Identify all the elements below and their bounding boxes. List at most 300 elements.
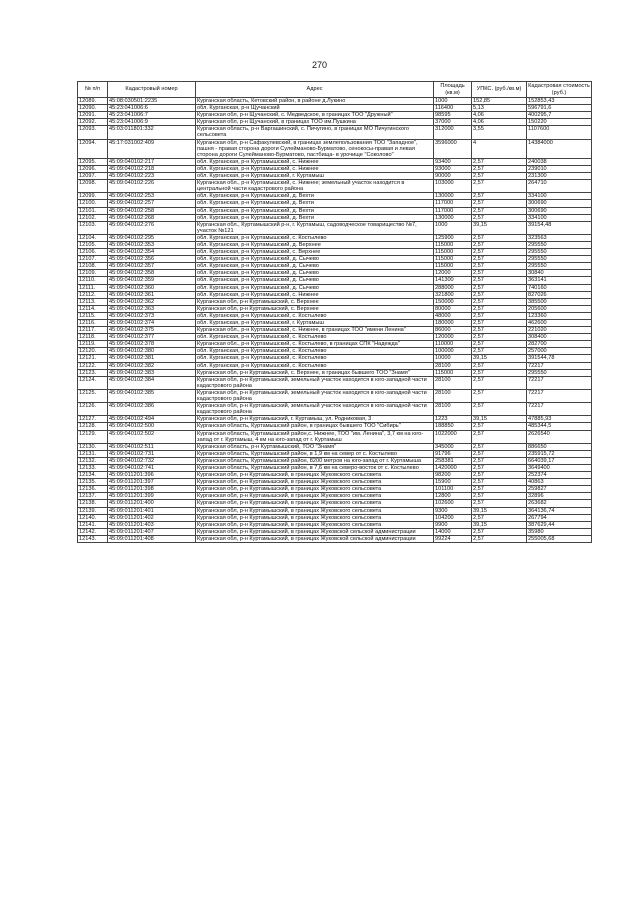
cell-cadastral-value: 387629,44: [527, 521, 592, 528]
cell-area: 115000: [434, 369, 472, 376]
cell-area: 1000: [434, 221, 472, 234]
cell-address: Курганская обл, р-н Куртамышский, земельный участок находится в юго-западной части кадастрового района: [196, 389, 434, 402]
cell-upks: 2,57: [472, 423, 527, 430]
cell-area: 99224: [434, 535, 472, 542]
table-row: [78, 173, 592, 180]
cell-cadastral-value: 1107600: [527, 126, 592, 139]
table-row: [78, 507, 592, 514]
cell-cadastral-number: 45:09:040102:361: [108, 291, 196, 298]
cell-cadastral-value: 252374: [527, 472, 592, 479]
cell-cadastral-number: 45:23:041006:9: [108, 119, 196, 126]
cell-row-number: 12120.: [78, 348, 108, 355]
cell-cadastral-number: 45:09:040102:381: [108, 355, 196, 362]
table-row: [78, 249, 592, 256]
cell-cadastral-number: 45:09:040102:374: [108, 320, 196, 327]
cell-upks: 2,57: [472, 249, 527, 256]
table-row: [78, 270, 592, 277]
cell-area: 37000: [434, 119, 472, 126]
cell-cadastral-value: 323563: [527, 234, 592, 241]
cell-cadastral-value: 72217: [527, 403, 592, 416]
cell-row-number: 12106.: [78, 249, 108, 256]
cell-cadastral-number: 45:23:041006:6: [108, 105, 196, 112]
cell-upks: 2,57: [472, 500, 527, 507]
cell-row-number: 12131.: [78, 450, 108, 457]
table-row: [78, 348, 592, 355]
header-row-number: № п/п: [78, 82, 108, 98]
table-row: [78, 457, 592, 464]
cell-area: 14000: [434, 528, 472, 535]
cell-area: 125900: [434, 234, 472, 241]
cell-cadastral-number: 45:09:011201:400: [108, 500, 196, 507]
cell-row-number: 12142.: [78, 528, 108, 535]
cell-row-number: 12117.: [78, 327, 108, 334]
cell-address: Курганская обл, р-н Куртамышский, в границах Жуковского сельсовета: [196, 486, 434, 493]
cell-address: Курганская обл, р-н Куртамышский, с. Верхнее, в границах бывшего ТОО "Знамя": [196, 369, 434, 376]
cell-address: Курганская обл, р-н Щучанский, в границах ТОО им.Пушкина: [196, 119, 434, 126]
cell-cadastral-number: 45:09:040102:257: [108, 200, 196, 207]
cell-cadastral-value: 47885,93: [527, 416, 592, 423]
cell-upks: 2,57: [472, 305, 527, 312]
cell-cadastral-number: 45:09:040102:358: [108, 270, 196, 277]
cell-address: обл. Курганская, р-н Куртамышский, с. Верхнее: [196, 249, 434, 256]
table-row: [78, 320, 592, 327]
cell-row-number: 12143.: [78, 535, 108, 542]
cell-upks: 39,15: [472, 416, 527, 423]
cell-row-number: 12095.: [78, 158, 108, 165]
cell-cadastral-number: 45:09:011201:396: [108, 472, 196, 479]
cell-cadastral-value: 255005,68: [527, 535, 592, 542]
cell-area: 115000: [434, 241, 472, 248]
cell-address: обл. Курганская, р-н Куртамышский, с. Костылево: [196, 234, 434, 241]
cell-row-number: 12091.: [78, 112, 108, 119]
cell-address: обл. Курганская, р-н Куртамышский, д. Сычево: [196, 256, 434, 263]
cell-row-number: 12130.: [78, 443, 108, 450]
cell-area: 1022000: [434, 430, 472, 443]
cell-cadastral-value: 123360: [527, 312, 592, 319]
cell-area: 115000: [434, 256, 472, 263]
cell-address: Курганская область, р-н Варгашинский, с. Пичугино, в границах МО Пичугинского сельсовета: [196, 126, 434, 139]
cell-area: 180000: [434, 320, 472, 327]
cell-address: обл. Курганская, р-н Куртамышский, д. Сычево: [196, 263, 434, 270]
cell-upks: 39,15: [472, 221, 527, 234]
cell-row-number: 12109.: [78, 270, 108, 277]
cell-row-number: 12089.: [78, 98, 108, 105]
cell-cadastral-value: 400295,7: [527, 112, 592, 119]
cell-cadastral-number: 45:09:040102:741: [108, 464, 196, 471]
cell-cadastral-number: 45:09:040102:359: [108, 277, 196, 284]
cell-address: Курганская обл., р-н Куртамышский, с. Нижнее, в границах ТОО "имени Ленина": [196, 327, 434, 334]
cell-row-number: 12134.: [78, 472, 108, 479]
cell-upks: 4: [472, 139, 527, 158]
cell-cadastral-value: 300690: [527, 200, 592, 207]
cell-cadastral-number: 45:09:011201:398: [108, 486, 196, 493]
cell-cadastral-value: 72217: [527, 362, 592, 369]
table-row: [78, 464, 592, 471]
table-row: [78, 355, 592, 362]
cell-address: Курганская область, Куртамышский район, в 7,6 км на северо-восток от с. Костылево: [196, 464, 434, 471]
cell-cadastral-value: 334100: [527, 193, 592, 200]
cell-address: Курганская обл, р-н Куртамышский, с. Верхнее: [196, 298, 434, 305]
cell-cadastral-value: 596791,6: [527, 105, 592, 112]
cell-address: Курганская область, Куртамышский район, в границах бывшего ТОО "Сибирь": [196, 423, 434, 430]
cell-row-number: 12100.: [78, 200, 108, 207]
table-row: [78, 126, 592, 139]
cell-row-number: 12137.: [78, 493, 108, 500]
cell-row-number: 12135.: [78, 479, 108, 486]
cell-row-number: 12128.: [78, 423, 108, 430]
cell-upks: 2,57: [472, 334, 527, 341]
cell-address: обл. Курганская, р-н Куртамышский, с. Костылево: [196, 334, 434, 341]
cell-row-number: 12126.: [78, 403, 108, 416]
cell-row-number: 12133.: [78, 464, 108, 471]
cell-cadastral-number: 45:09:040102:258: [108, 207, 196, 214]
cell-area: 115000: [434, 263, 472, 270]
cell-row-number: 12108.: [78, 263, 108, 270]
cell-cadastral-number: 45:09:011201:397: [108, 479, 196, 486]
cell-upks: 39,15: [472, 355, 527, 362]
cell-area: 15900: [434, 479, 472, 486]
table-row: [78, 443, 592, 450]
cell-upks: 2,57: [472, 362, 527, 369]
cell-upks: 2,57: [472, 389, 527, 402]
cell-cadastral-value: 2626540: [527, 430, 592, 443]
cell-cadastral-value: 264710: [527, 180, 592, 193]
cell-upks: 2,57: [472, 207, 527, 214]
cell-upks: 2,57: [472, 450, 527, 457]
cell-row-number: 12118.: [78, 334, 108, 341]
cell-cadastral-number: 45:09:040102:276: [108, 221, 196, 234]
table-row: [78, 193, 592, 200]
cell-address: обл. Курганская, р-н Щучанский: [196, 105, 434, 112]
cell-cadastral-number: 45:08:030501:2235: [108, 98, 196, 105]
table-row: [78, 305, 592, 312]
cell-row-number: 12103.: [78, 221, 108, 234]
table-row: [78, 98, 592, 105]
cell-address: обл. Курганская, р-н Куртамышский, с. Костылево: [196, 312, 434, 319]
cell-address: обл. Курганская, р-н Куртамышский, д. Сычево: [196, 277, 434, 284]
cell-cadastral-value: 295550: [527, 263, 592, 270]
cell-address: Курганская обл, р-н Куртамышский, в границах Жуковской сельской администрации: [196, 535, 434, 542]
cell-address: обл. Курганская, р-н Куртамышский, д. Верхнее: [196, 241, 434, 248]
table-row: [78, 312, 592, 319]
table-row: [78, 450, 592, 457]
cell-row-number: 12099.: [78, 193, 108, 200]
cell-area: 102600: [434, 500, 472, 507]
cell-row-number: 12114.: [78, 305, 108, 312]
cell-upks: 2,57: [472, 514, 527, 521]
cell-cadastral-value: 334100: [527, 214, 592, 221]
cell-cadastral-number: 45:09:040102:386: [108, 403, 196, 416]
cell-area: 3596000: [434, 139, 472, 158]
header-address: Адрес: [196, 82, 434, 98]
cell-address: обл. Курганская, р-н Куртамышский, г. Куртамыш: [196, 173, 434, 180]
cell-area: 288000: [434, 284, 472, 291]
table-row: [78, 291, 592, 298]
cell-upks: 2,57: [472, 270, 527, 277]
table-row: [78, 200, 592, 207]
cell-address: Курганская обл, р-н Куртамышский, в границах Жуковского сельсовета: [196, 493, 434, 500]
cell-cadastral-number: 45:09:040102:295: [108, 234, 196, 241]
cell-cadastral-number: 45:09:040102:363: [108, 305, 196, 312]
table-row: [78, 521, 592, 528]
cell-address: обл. Курганская, р-н Куртамышский, д. Сычево: [196, 270, 434, 277]
cell-address: обл. Курганская, р-н Куртамышский, д. Вехти: [196, 214, 434, 221]
cell-row-number: 12123.: [78, 369, 108, 376]
cell-cadastral-value: 72217: [527, 389, 592, 402]
cell-row-number: 12136.: [78, 486, 108, 493]
table-row: [78, 389, 592, 402]
cell-row-number: 12129.: [78, 430, 108, 443]
page-number: 270: [311, 60, 328, 70]
cell-upks: 2,57: [472, 443, 527, 450]
table-row: [78, 119, 592, 126]
cell-upks: 5,13: [472, 105, 527, 112]
cadastral-value-table: [77, 81, 592, 543]
cell-upks: 4,06: [472, 119, 527, 126]
cell-cadastral-number: 45:09:040102:217: [108, 158, 196, 165]
cell-upks: 2,57: [472, 180, 527, 193]
cell-upks: 2,57: [472, 320, 527, 327]
cell-cadastral-value: 308400: [527, 334, 592, 341]
cell-row-number: 12112.: [78, 291, 108, 298]
cell-cadastral-number: 45:17:031002:409: [108, 139, 196, 158]
cell-cadastral-value: 827026: [527, 291, 592, 298]
table-row: [78, 403, 592, 416]
cell-area: 117000: [434, 207, 472, 214]
cell-address: Курганская обл, р-н Куртамышский, г. Куртамыш, ул. Родниковая, 3: [196, 416, 434, 423]
cell-cadastral-number: 45:09:040102:731: [108, 450, 196, 457]
table-row: [78, 493, 592, 500]
cell-upks: 2,57: [472, 341, 527, 348]
cell-row-number: 12101.: [78, 207, 108, 214]
table-row: [78, 514, 592, 521]
cell-address: Курганская обл, р-н Куртамышский, земельный участок находится в юго-западной части кадастрового района: [196, 376, 434, 389]
cell-address: Курганская обл., р-н Куртамышский, с. Нижнее; земельный участок находится в центральной части кадастрового района: [196, 180, 434, 193]
table-row: [78, 277, 592, 284]
cell-cadastral-number: 45:03:011801:332: [108, 126, 196, 139]
cell-area: 150000: [434, 298, 472, 305]
cell-address: Курганская обл, р-н Куртамышский, в границах Жуковского сельсовета: [196, 479, 434, 486]
cell-upks: 4,06: [472, 112, 527, 119]
cell-address: обл. Курганская, р-н Куртамышский, г. Куртамыш: [196, 320, 434, 327]
cell-area: 28100: [434, 376, 472, 389]
cell-row-number: 12105.: [78, 241, 108, 248]
cell-row-number: 12090.: [78, 105, 108, 112]
table-row: [78, 180, 592, 193]
cell-cadastral-value: 664039,17: [527, 457, 592, 464]
cell-cadastral-value: 40863: [527, 479, 592, 486]
table-row: [78, 165, 592, 172]
cell-address: обл. Курганская, р-н Куртамышский, с. Костылево: [196, 355, 434, 362]
cell-address: Курганская обл, р-н Куртамышский, в границах Жуковского сельсовета: [196, 472, 434, 479]
cell-address: обл. Курганская, р-н Куртамышский, с. Нижнее: [196, 158, 434, 165]
cell-upks: 2,57: [472, 472, 527, 479]
cell-upks: 2,57: [472, 241, 527, 248]
cell-upks: 2,57: [472, 403, 527, 416]
cell-cadastral-number: 45:09:040102:382: [108, 362, 196, 369]
cell-upks: 2,57: [472, 284, 527, 291]
cell-area: 130000: [434, 214, 472, 221]
cell-area: 103000: [434, 180, 472, 193]
cell-cadastral-value: 385500: [527, 298, 592, 305]
table-row: [78, 472, 592, 479]
cell-row-number: 12097.: [78, 173, 108, 180]
cell-row-number: 12102.: [78, 214, 108, 221]
cell-area: 93400: [434, 158, 472, 165]
cell-address: Курганская обл, р-н Куртамышский, в границах Жуковской сельской администрации: [196, 528, 434, 535]
table-row: [78, 369, 592, 376]
cell-cadastral-value: 35980: [527, 528, 592, 535]
cell-cadastral-value: 231300: [527, 173, 592, 180]
cell-row-number: 12121.: [78, 355, 108, 362]
cell-cadastral-value: 221020: [527, 327, 592, 334]
table-row: [78, 207, 592, 214]
header-cadastral-number: Кадастровый номер: [108, 82, 196, 98]
cell-row-number: 12093.: [78, 126, 108, 139]
cell-cadastral-number: 45:09:040102:253: [108, 193, 196, 200]
cell-cadastral-number: 45:09:040102:383: [108, 369, 196, 376]
cell-row-number: 12122.: [78, 362, 108, 369]
cell-area: 130000: [434, 193, 472, 200]
cell-cadastral-number: 45:09:040102:356: [108, 256, 196, 263]
cell-upks: 2,57: [472, 369, 527, 376]
cell-cadastral-value: 295550: [527, 249, 592, 256]
cell-upks: 2,57: [472, 348, 527, 355]
cell-cadastral-number: 45:09:040102:384: [108, 376, 196, 389]
table-row: [78, 263, 592, 270]
cell-row-number: 12125.: [78, 389, 108, 402]
cell-area: 345000: [434, 443, 472, 450]
cell-cadastral-value: 14384000: [527, 139, 592, 158]
table-row: [78, 298, 592, 305]
cell-area: 188850: [434, 423, 472, 430]
cell-address: Курганская обл., Куртамышский р-н, г. Куртамыш, садоводческое товарищество №7, участок №121: [196, 221, 434, 234]
cell-address: Курганская обл, р-н Куртамышский, земельный участок находится в юго-западной части кадастрового района: [196, 403, 434, 416]
cell-upks: 2,57: [472, 493, 527, 500]
cell-row-number: 12104.: [78, 234, 108, 241]
cell-area: 258381: [434, 457, 472, 464]
cell-area: 9300: [434, 507, 472, 514]
cell-cadastral-value: 886650: [527, 443, 592, 450]
cell-cadastral-value: 364136,74: [527, 507, 592, 514]
cell-row-number: 12139.: [78, 507, 108, 514]
cell-upks: 2,57: [472, 298, 527, 305]
cell-cadastral-number: 45:09:040102:494: [108, 416, 196, 423]
cell-address: обл. Курганская, р-н Куртамышский, с. Костылево: [196, 362, 434, 369]
cell-upks: 2,57: [472, 193, 527, 200]
cell-cadastral-value: 295550: [527, 241, 592, 248]
cell-area: 321800: [434, 291, 472, 298]
cell-cadastral-value: 740160: [527, 284, 592, 291]
cell-address: обл. Курганская, р-н Куртамышский, с. Нижнее: [196, 291, 434, 298]
cell-cadastral-number: 45:09:040102:354: [108, 249, 196, 256]
cell-address: Курганская область, Куртамышский район,с. Нижнее, ТОО "им. Ленина", 3,7 км на юго-запад от г. Куртамыш, 4 км на юго-запад от г. Куртамыш: [196, 430, 434, 443]
cell-cadastral-number: 45:09:011201:401: [108, 507, 196, 514]
cell-area: 120000: [434, 334, 472, 341]
table-row: [78, 423, 592, 430]
cell-cadastral-value: 152853,43: [527, 98, 592, 105]
cell-cadastral-number: 45:09:011201:402: [108, 514, 196, 521]
cell-cadastral-number: 45:09:040102:511: [108, 443, 196, 450]
header-cadastral-value: Кадастровая стоимость (руб.): [528, 83, 590, 96]
cell-row-number: 12116.: [78, 320, 108, 327]
cell-area: 1000: [434, 98, 472, 105]
table-row: [78, 376, 592, 389]
table-row: [78, 214, 592, 221]
cell-address: Курганская обл, р-н Щучанский, с. Медведское, в границах ТОО "Дружный": [196, 112, 434, 119]
cell-area: 12800: [434, 493, 472, 500]
table-row: [78, 256, 592, 263]
cell-cadastral-value: 391544,78: [527, 355, 592, 362]
cell-address: обл. Курганская, р-н Куртамышский, д. Вехти: [196, 207, 434, 214]
cell-address: Курганская обл, р-н Куртамышский, в границах Жуковского сельсовета: [196, 514, 434, 521]
cell-cadastral-value: 150220: [527, 119, 592, 126]
table-row: [78, 221, 592, 234]
cell-cadastral-number: 45:09:040102:377: [108, 334, 196, 341]
cell-area: 1420000: [434, 464, 472, 471]
cell-area: 86000: [434, 327, 472, 334]
cell-cadastral-value: 300690: [527, 207, 592, 214]
cell-cadastral-number: 45:09:040102:362: [108, 298, 196, 305]
cell-cadastral-value: 263682: [527, 500, 592, 507]
cell-address: Курганская область, Кетовский район, в районе д.Лукино: [196, 98, 434, 105]
cell-cadastral-number: 45:09:040102:353: [108, 241, 196, 248]
cell-row-number: 12111.: [78, 284, 108, 291]
cell-row-number: 12113.: [78, 298, 108, 305]
cell-cadastral-number: 45:09:040102:500: [108, 423, 196, 430]
cell-cadastral-number: 45:09:011201:408: [108, 535, 196, 542]
cell-cadastral-number: 45:09:011201:407: [108, 528, 196, 535]
cell-area: 90000: [434, 173, 472, 180]
cell-address: обл. Курганская, р-н Куртамышский, д. Сычево: [196, 284, 434, 291]
cell-upks: 39,15: [472, 521, 527, 528]
cell-row-number: 12138.: [78, 500, 108, 507]
cell-address: обл. Курганская, р-н Куртамышский, д. Вехти: [196, 193, 434, 200]
cell-upks: 2,57: [472, 173, 527, 180]
cell-cadastral-number: 45:09:040102:378: [108, 341, 196, 348]
cell-address: Курганская обл, р-н Сафакулевский, в границах землепользования ТОО "Западное", пашня - правая сторона дороги Сулейманово-Бурматово, сенокосы-правая и левая сторона дороги Сулейманово-Бурматово, пастбища- в урочище "Соколово": [196, 139, 434, 158]
cell-area: 9900: [434, 521, 472, 528]
cell-address: Курганская обл, р-н Куртамышский, с. Верхнее: [196, 305, 434, 312]
cell-address: Курганская обл., р-н Куртамышский, с. Костылево, в границах СПК "Надежда": [196, 341, 434, 348]
table-row: [78, 341, 592, 348]
cell-cadastral-number: 45:09:040102:268: [108, 214, 196, 221]
table-row: [78, 105, 592, 112]
cell-upks: 152,85: [472, 98, 527, 105]
cell-row-number: 12140.: [78, 514, 108, 521]
cell-upks: 2,57: [472, 200, 527, 207]
cell-address: обл. Курганская, р-н Куртамышский, с. Нижнее: [196, 165, 434, 172]
cell-upks: 2,57: [472, 312, 527, 319]
cell-cadastral-number: 45:09:040102:380: [108, 348, 196, 355]
cell-cadastral-number: 45:09:040102:732: [108, 457, 196, 464]
cell-cadastral-number: 45:09:040102:223: [108, 173, 196, 180]
cell-cadastral-value: 235915,72: [527, 450, 592, 457]
cell-row-number: 12141.: [78, 521, 108, 528]
cell-cadastral-value: 30840: [527, 270, 592, 277]
cell-area: 28100: [434, 362, 472, 369]
cell-cadastral-value: 259827: [527, 486, 592, 493]
header-area: Площадь (кв.м): [434, 82, 472, 98]
cell-address: Курганская обл, р-н Куртамышский, в границах Жуковского сельсовета: [196, 521, 434, 528]
cell-upks: 2,57: [472, 528, 527, 535]
cell-cadastral-number: 45:09:040102:357: [108, 263, 196, 270]
cell-upks: 2,57: [472, 479, 527, 486]
cell-address: Курганская обл, р-н Куртамышский, в границах Жуковского сельсовета: [196, 500, 434, 507]
cell-cadastral-number: 45:09:040102:373: [108, 312, 196, 319]
cell-area: 98595: [434, 112, 472, 119]
table-row: [78, 500, 592, 507]
